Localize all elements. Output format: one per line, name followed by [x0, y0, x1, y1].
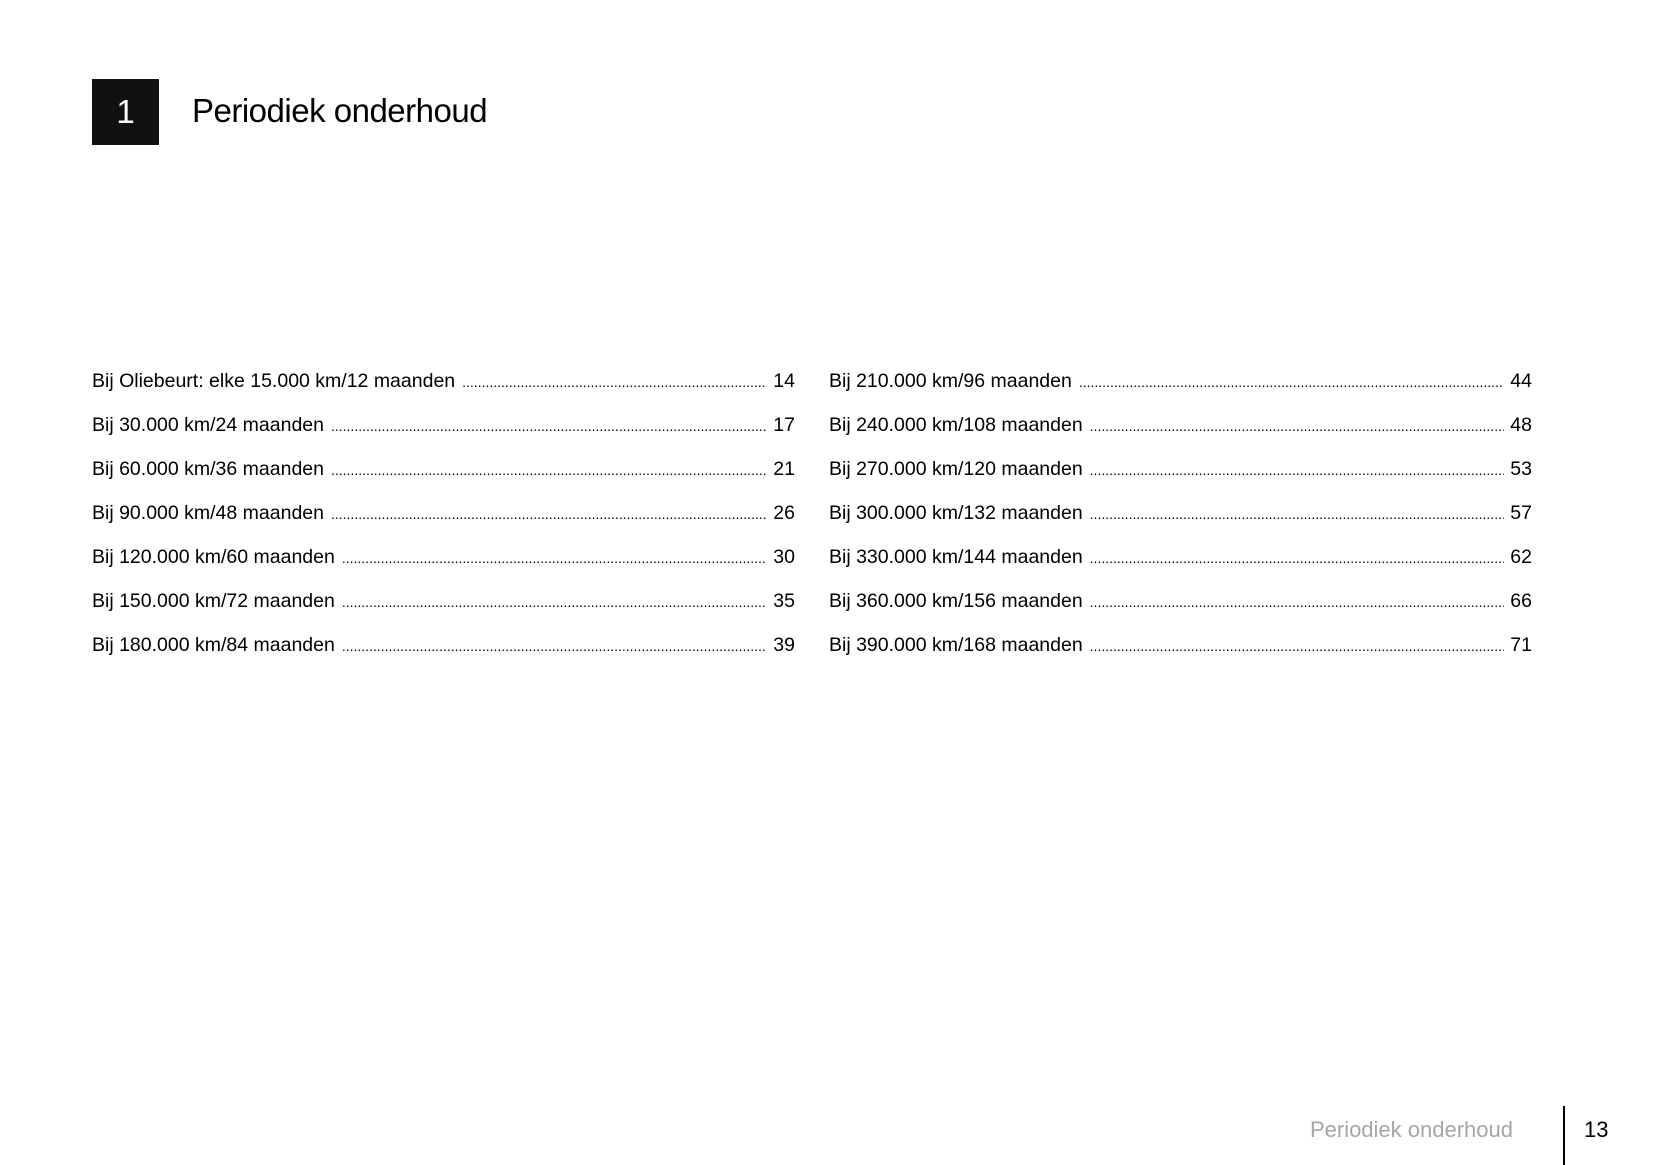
toc-dot-leader [1090, 498, 1505, 529]
toc-entry-page: 66 [1510, 590, 1532, 612]
toc-entry-page: 48 [1510, 414, 1532, 436]
toc-entry-page: 57 [1510, 502, 1532, 524]
toc-entry[interactable] [829, 410, 1532, 454]
toc-entry[interactable] [829, 542, 1532, 586]
toc-entry-label: Bij 120.000 km/60 maanden [92, 546, 335, 568]
toc-entry-page: 44 [1510, 370, 1532, 392]
toc-entry-label: Bij 270.000 km/120 maanden [829, 458, 1083, 480]
toc-dot-leader [331, 454, 767, 485]
toc-entry-page: 71 [1510, 634, 1532, 656]
toc-entry-label: Bij 60.000 km/36 maanden [92, 458, 324, 480]
toc-entry-page: 17 [773, 414, 795, 436]
toc-entry[interactable] [829, 366, 1532, 410]
toc-entry-label: Bij 390.000 km/168 maanden [829, 634, 1083, 656]
toc-entry[interactable] [92, 586, 795, 630]
footer-divider [1563, 1106, 1565, 1165]
toc-entry-page: 35 [773, 590, 795, 612]
footer-section-title: Periodiek onderhoud [1309, 1117, 1513, 1142]
toc-entry-page: 14 [773, 370, 795, 392]
toc-entry[interactable] [92, 542, 795, 586]
toc-entry-label: Bij 240.000 km/108 maanden [829, 414, 1083, 436]
page-title: Periodiek onderhoud [192, 92, 488, 129]
toc-dot-leader [1079, 366, 1504, 397]
footer-page-number: 13 [1584, 1117, 1609, 1142]
toc-entry-page: 62 [1510, 546, 1532, 568]
toc-entry[interactable] [92, 498, 795, 542]
toc-entry-label: Bij 30.000 km/24 maanden [92, 414, 324, 436]
chapter-number-badge [92, 79, 159, 145]
toc-dot-leader [1090, 630, 1505, 661]
toc-entry-label: Bij 210.000 km/96 maanden [829, 370, 1072, 392]
toc-entry-page: 39 [773, 634, 795, 656]
toc-dot-leader [1090, 586, 1505, 617]
toc-dot-leader [342, 542, 767, 573]
toc-entry[interactable] [92, 630, 795, 674]
toc-dot-leader [342, 630, 767, 661]
toc-entry[interactable] [92, 410, 795, 454]
toc-entry[interactable] [829, 498, 1532, 542]
toc-entry-page: 30 [773, 546, 795, 568]
toc-dot-leader [331, 410, 767, 441]
toc-right-column [829, 366, 1532, 674]
toc-entry-label: Bij 180.000 km/84 maanden [92, 634, 335, 656]
toc-entry-label: Bij 360.000 km/156 maanden [829, 590, 1083, 612]
toc-entry[interactable] [92, 454, 795, 498]
toc-entry[interactable] [829, 630, 1532, 674]
toc-entry-page: 53 [1510, 458, 1532, 480]
toc-entry[interactable] [829, 586, 1532, 630]
toc-dot-leader [1090, 542, 1505, 573]
toc-dot-leader [1090, 454, 1505, 485]
toc-entry-page: 21 [773, 458, 795, 480]
toc-entry-label: Bij 300.000 km/132 maanden [829, 502, 1083, 524]
toc-entry-label: Bij 330.000 km/144 maanden [829, 546, 1083, 568]
toc-dot-leader [1090, 410, 1505, 441]
toc-entry[interactable] [92, 366, 795, 410]
toc-dot-leader [331, 498, 767, 529]
toc-dot-leader [342, 586, 767, 617]
chapter-number: 1 [116, 93, 135, 130]
toc-entry-page: 26 [773, 502, 795, 524]
toc-left-column [92, 366, 795, 674]
toc-entry-label: Bij Oliebeurt: elke 15.000 km/12 maanden [92, 370, 456, 392]
toc-entry[interactable] [829, 454, 1532, 498]
toc-dot-leader [462, 366, 767, 397]
toc-entry-label: Bij 150.000 km/72 maanden [92, 590, 335, 612]
toc-entry-label: Bij 90.000 km/48 maanden [92, 502, 324, 524]
